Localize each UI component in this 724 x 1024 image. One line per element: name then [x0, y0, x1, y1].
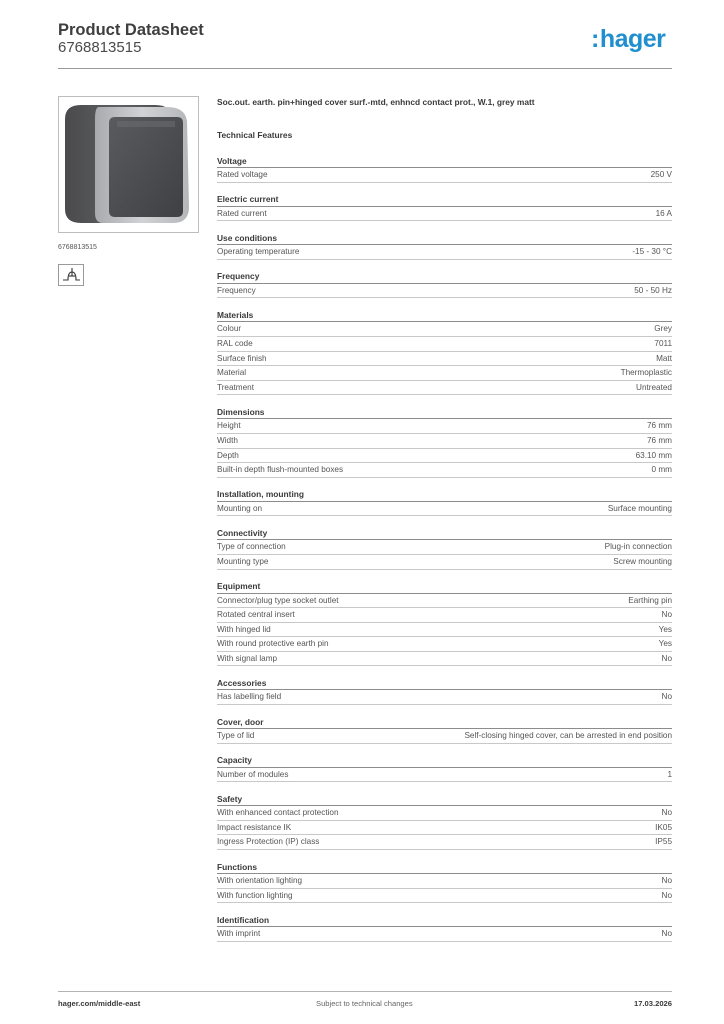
- section-heading: Cover, door: [217, 716, 672, 730]
- feature-label: With signal lamp: [217, 653, 278, 663]
- feature-section: [217, 793, 672, 850]
- feature-row: [217, 366, 672, 381]
- feature-row: [217, 889, 672, 904]
- feature-label: With function lighting: [217, 890, 293, 900]
- feature-row: [217, 690, 672, 705]
- feature-sections: [217, 155, 672, 942]
- feature-label: Number of modules: [217, 769, 289, 779]
- section-heading: Frequency: [217, 270, 672, 284]
- footer-divider: [58, 991, 672, 992]
- footer-website: hager.com/middle-east: [58, 999, 141, 1008]
- feature-value: 76 mm: [646, 421, 672, 431]
- feature-value: Matt: [656, 353, 672, 363]
- feature-label: Impact resistance IK: [217, 822, 292, 832]
- section-heading: Connectivity: [217, 527, 672, 541]
- feature-value: 63.10 mm: [635, 450, 672, 460]
- feature-value: 50 - 50 Hz: [634, 285, 672, 295]
- feature-label: Width: [217, 435, 238, 445]
- feature-row: [217, 874, 672, 889]
- feature-value: 76 mm: [646, 435, 672, 445]
- feature-value: -15 - 30 °C: [632, 247, 672, 257]
- feature-section: [217, 580, 672, 666]
- feature-row: [217, 637, 672, 652]
- feature-value: Surface mounting: [607, 503, 672, 513]
- feature-value: No: [661, 808, 672, 818]
- feature-row: [217, 419, 672, 434]
- section-heading: Materials: [217, 309, 672, 323]
- feature-label: With imprint: [217, 929, 261, 939]
- product-image: [58, 96, 199, 233]
- feature-label: Surface finish: [217, 353, 267, 363]
- feature-row: [217, 594, 672, 609]
- section-heading: Capacity: [217, 754, 672, 768]
- feature-label: With hinged lid: [217, 624, 271, 634]
- feature-label: Built-in depth flush-mounted boxes: [217, 465, 344, 475]
- feature-label: Colour: [217, 324, 242, 334]
- feature-row: [217, 835, 672, 850]
- footer-date: 17.03.2026: [633, 999, 672, 1008]
- product-description: Soc.out. earth. pin+hinged cover surf.-mtd, enhncd contact prot., W.1, grey matt: [217, 97, 535, 107]
- feature-label: Mounting type: [217, 556, 269, 566]
- feature-value: No: [661, 610, 672, 620]
- feature-value: Self-closing hinged cover, can be arrested in end position: [464, 731, 672, 741]
- section-heading: Accessories: [217, 677, 672, 691]
- feature-section: [217, 677, 672, 705]
- feature-section: [217, 232, 672, 260]
- feature-row: [217, 337, 672, 352]
- feature-label: Operating temperature: [217, 247, 300, 257]
- document-number: 6768813515: [58, 39, 142, 56]
- feature-label: Type of lid: [217, 731, 255, 741]
- feature-section: [217, 716, 672, 744]
- feature-section: [217, 754, 672, 782]
- feature-row: [217, 806, 672, 821]
- feature-label: Rated voltage: [217, 170, 268, 179]
- feature-value: Screw mounting: [613, 556, 672, 566]
- feature-value: No: [661, 692, 672, 702]
- feature-section: [217, 270, 672, 298]
- feature-row: [217, 381, 672, 396]
- feature-value: 16 A: [655, 208, 672, 218]
- feature-section: [217, 861, 672, 904]
- feature-label: Depth: [217, 450, 239, 460]
- feature-label: Type of connection: [217, 542, 286, 552]
- feature-row: [217, 168, 672, 183]
- socket-outlet-image: [59, 97, 198, 232]
- feature-value: Untreated: [636, 382, 672, 392]
- section-heading: Safety: [217, 793, 672, 807]
- feature-row: [217, 463, 672, 478]
- feature-value: No: [661, 653, 672, 663]
- header-divider: [58, 68, 672, 69]
- feature-value: Grey: [654, 324, 672, 334]
- logo-colon: :: [591, 25, 599, 53]
- feature-section: [217, 527, 672, 570]
- feature-row: [217, 623, 672, 638]
- feature-label: With orientation lighting: [217, 876, 303, 886]
- feature-row: [217, 927, 672, 942]
- feature-value: 250 V: [650, 170, 672, 179]
- feature-row: [217, 821, 672, 836]
- section-heading: Equipment: [217, 580, 672, 594]
- section-heading: Installation, mounting: [217, 488, 672, 502]
- feature-row: [217, 540, 672, 555]
- technical-features-title: Technical Features: [217, 130, 293, 140]
- feature-label: Connector/plug type socket outlet: [217, 595, 339, 605]
- section-heading: Voltage: [217, 155, 672, 169]
- section-heading: Use conditions: [217, 232, 672, 246]
- feature-row: [217, 502, 672, 517]
- section-heading: Identification: [217, 914, 672, 928]
- section-heading: Electric current: [217, 193, 672, 207]
- feature-row: [217, 449, 672, 464]
- feature-section: [217, 309, 672, 395]
- feature-label: Rotated central insert: [217, 610, 295, 620]
- hager-logo: [591, 27, 665, 52]
- feature-label: RAL code: [217, 338, 253, 348]
- feature-value: 0 mm: [651, 465, 672, 475]
- feature-label: Material: [217, 368, 247, 378]
- feature-value: No: [661, 890, 672, 900]
- feature-value: 7011: [654, 338, 672, 348]
- feature-value: IP55: [655, 837, 672, 847]
- feature-section: [217, 488, 672, 516]
- feature-row: [217, 352, 672, 367]
- section-heading: Dimensions: [217, 406, 672, 420]
- feature-row: [217, 768, 672, 783]
- feature-row: [217, 284, 672, 299]
- feature-value: No: [661, 876, 672, 886]
- feature-label: Treatment: [217, 382, 255, 392]
- feature-label: Rated current: [217, 208, 267, 218]
- feature-label: Height: [217, 421, 241, 431]
- feature-label: With round protective earth pin: [217, 639, 329, 649]
- feature-value: Plug-in connection: [604, 542, 672, 552]
- feature-value: Thermoplastic: [620, 368, 672, 378]
- feature-row: [217, 434, 672, 449]
- document-title: Product Datasheet: [58, 21, 204, 39]
- feature-row: [217, 245, 672, 260]
- feature-value: 1: [667, 769, 672, 779]
- feature-value: Earthing pin: [628, 595, 672, 605]
- section-heading: Functions: [217, 861, 672, 875]
- earthing-pin-symbol-icon: [58, 264, 84, 286]
- feature-row: [217, 207, 672, 222]
- image-caption: 6768813515: [58, 244, 97, 251]
- feature-value: Yes: [658, 624, 672, 634]
- feature-section: [217, 914, 672, 942]
- feature-row: [217, 729, 672, 744]
- datasheet-content: [217, 96, 672, 942]
- feature-row: [217, 555, 672, 570]
- feature-section: [217, 193, 672, 221]
- feature-label: Ingress Protection (IP) class: [217, 837, 320, 847]
- feature-value: IK05: [655, 822, 672, 832]
- feature-row: [217, 652, 672, 667]
- feature-value: No: [661, 929, 672, 939]
- feature-section: [217, 406, 672, 478]
- feature-label: Frequency: [217, 285, 256, 295]
- feature-row: [217, 322, 672, 337]
- feature-value: Yes: [658, 639, 672, 649]
- feature-label: Has labelling field: [217, 692, 282, 702]
- logo-text: hager: [599, 25, 666, 53]
- feature-section: [217, 155, 672, 183]
- feature-row: [217, 608, 672, 623]
- feature-label: With enhanced contact protection: [217, 808, 339, 818]
- footer-notice: Subject to technical changes: [316, 999, 413, 1008]
- feature-label: Mounting on: [217, 503, 263, 513]
